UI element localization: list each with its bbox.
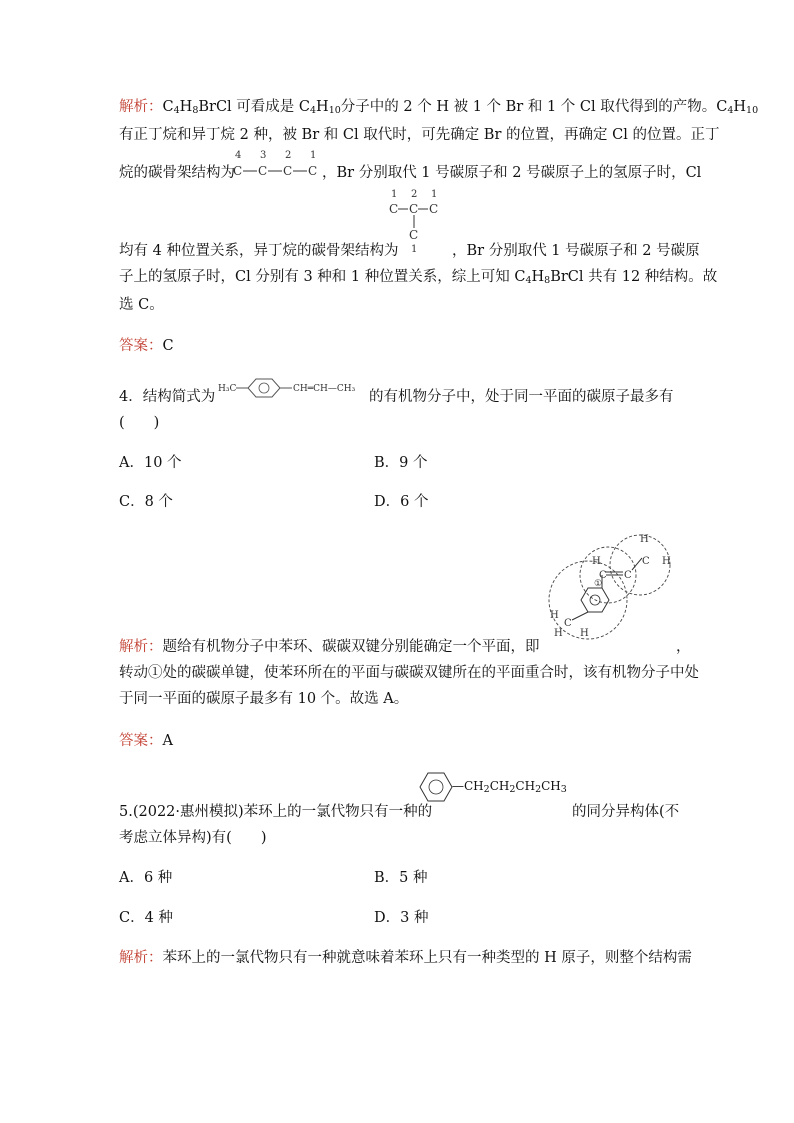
q5-option-c[interactable]: C．4 种: [119, 910, 173, 926]
answer-value: A: [162, 733, 173, 749]
hydrogen-atom: H: [580, 628, 589, 639]
benzene-ring-icon: [248, 379, 280, 397]
carbon-number: 1: [391, 189, 398, 200]
propenyl-group: CH═CH—CH₃: [293, 384, 356, 394]
carbon-atom: C: [283, 164, 293, 178]
q4-analysis-line-2: 转动①处的碳碳单键，使苯环所在的平面与碳碳双键所在的平面重合时，该有机物分子中处: [119, 665, 699, 681]
q4-option-c[interactable]: C．8 个: [119, 494, 173, 510]
analysis-label: 解析：: [119, 950, 163, 966]
q5-analysis-line-1: 解析：苯环上的一氯代物只有一种就意味着苯环上只有一种类型的 H 原子，则整个结构需: [119, 950, 692, 966]
hydrogen-atom: H: [640, 534, 649, 545]
answer-label: 答案：: [119, 733, 163, 749]
answer-label: 答案：: [119, 338, 163, 354]
q4-stem-right: 的有机物分子中，处于同一平面的碳原子最多有: [369, 389, 674, 405]
carbon-number: 2: [285, 150, 292, 161]
q4-answer: [119, 730, 173, 752]
carbon-number: 1: [431, 189, 438, 200]
carbon-atom: C: [429, 202, 439, 216]
q3-analysis-line-3-right: ，Br 分别取代 1 号碳原子和 2 号碳原子上的氢原子时，Cl: [322, 165, 702, 181]
q5-stem-right: 的同分异构体(不: [572, 804, 680, 820]
q3-analysis-line-4-right: ，Br 分别取代 1 号碳原子和 2 号碳原: [452, 243, 700, 259]
carbon-atom: C: [233, 164, 243, 178]
carbon-atom: C: [308, 164, 318, 178]
carbon-atom: C: [389, 202, 399, 216]
q4-paren: ( ): [119, 415, 160, 431]
analysis-label: 解析：: [119, 639, 163, 655]
planar-molecule-figure: [540, 528, 676, 640]
q5-option-b[interactable]: B．5 种: [374, 870, 428, 886]
q3-analysis-line-4-left: 均有 4 种位置关系，异丁烷的碳骨架结构为: [119, 243, 399, 259]
hydrogen-atom: H: [592, 556, 601, 567]
q4-stem-left: 4．结构简式为: [119, 389, 216, 405]
carbon-atom: C: [564, 618, 572, 629]
q3-answer: [119, 335, 174, 357]
analysis-label: 解析：: [119, 99, 163, 115]
butane-skeleton: [232, 148, 324, 182]
hydrogen-atom: H: [554, 628, 563, 639]
carbon-number: 3: [260, 150, 267, 161]
rotation-marker: ①: [594, 579, 603, 589]
q3-analysis-line-6: 选 C。: [119, 297, 164, 313]
q4-analysis-line-3: 于同一平面的碳原子最多有 10 个。故选 A。: [119, 691, 409, 707]
carbon-number: 4: [235, 150, 242, 161]
carbon-atom: C: [409, 202, 419, 216]
q5-stem-line-2: 考虑立体异构)有( ): [119, 830, 267, 846]
q5-option-d[interactable]: D．3 种: [374, 910, 429, 926]
q3-analysis-line-1: 解析：$C_4H_8BrCl$ 可看成是 $C_4H_{10}$分子中的 2 个 H 被 1 个 Br 和 1 个 Cl 取代得到的产物。$C_4H_{10}$: [119, 99, 759, 116]
hydrogen-atom: H: [662, 556, 671, 567]
carbon-atom: C: [409, 228, 419, 242]
carbon-atom: C: [599, 570, 607, 581]
q3-analysis-line-5: 子上的氢原子时，Cl 分别有 3 种和 1 种位置关系，综上可知 $C_4H_8BrCl$ 共有 12 种结构。故: [119, 269, 718, 286]
q5-option-a[interactable]: A．6 种: [119, 870, 173, 886]
q4-option-d[interactable]: D．6 个: [374, 494, 429, 510]
answer-value: C: [162, 338, 174, 354]
q4-analysis-line-1: 解析：题给有机物分子中苯环、碳碳双键分别能确定一个平面，即: [119, 639, 540, 655]
carbon-atom: C: [642, 556, 650, 567]
q3-analysis-line-2: 有正丁烷和异丁烷 2 种，被 Br 和 Cl 取代时，可先确定 Br 的位置，再确定 Cl 的位置。正丁: [119, 127, 720, 143]
carbon-atom: C: [624, 570, 632, 581]
q3-analysis-line-3-left: 烷的碳骨架结构为: [119, 165, 235, 181]
butyl-chain: $—CH_2CH_2CH_2CH_3$: [452, 779, 567, 795]
hydrogen-atom: H: [550, 610, 559, 621]
q4-option-b[interactable]: B．9 个: [374, 455, 428, 471]
carbon-atom: C: [258, 164, 268, 178]
q4-option-a[interactable]: A．10 个: [119, 455, 182, 471]
methyl-group: H₃C: [218, 384, 237, 394]
carbon-number: 2: [411, 189, 418, 200]
q4-structure: [216, 377, 368, 407]
carbon-number: 1: [411, 244, 418, 254]
carbon-number: 1: [310, 150, 317, 161]
q4-analysis-line-1-end: ，: [676, 639, 691, 655]
q5-stem-left: 5.(2022·惠州模拟)苯环上的一氯代物只有一种的: [119, 804, 433, 820]
q5-structure: [416, 767, 576, 811]
